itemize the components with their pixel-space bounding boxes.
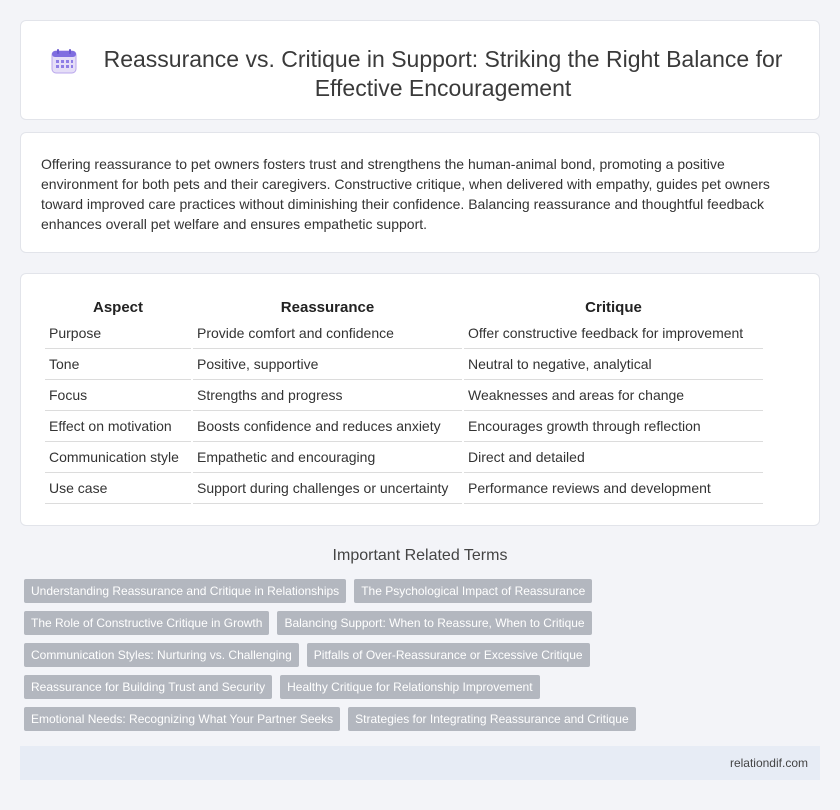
footer xyxy=(20,746,820,780)
related-term-tag[interactable]: Reassurance for Building Trust and Security xyxy=(24,675,272,699)
cell-reassurance: Provide comfort and confidence xyxy=(193,318,462,349)
footer-site-link[interactable]: relationdif.com xyxy=(729,756,808,770)
cell-aspect: Tone xyxy=(45,349,191,380)
intro-card xyxy=(20,132,820,253)
cell-aspect: Effect on motivation xyxy=(45,411,191,442)
related-terms-list xyxy=(24,579,814,739)
header-critique: Critique xyxy=(585,298,642,316)
page-title: Reassurance vs. Critique in Support: Striking the Right Balance for Effective Encouragement xyxy=(103,46,783,101)
calendar-icon xyxy=(51,48,77,74)
cell-aspect: Use case xyxy=(45,473,191,504)
related-term-tag[interactable]: Healthy Critique for Relationship Improvement xyxy=(280,675,539,699)
cell-aspect: Purpose xyxy=(45,318,191,349)
related-term-tag[interactable]: Strategies for Integrating Reassurance and Critique xyxy=(348,707,636,731)
cell-reassurance: Boosts confidence and reduces anxiety xyxy=(193,411,462,442)
comparison-table xyxy=(43,296,765,504)
related-term-tag[interactable]: The Psychological Impact of Reassurance xyxy=(354,579,592,603)
table-row xyxy=(45,473,763,504)
cell-reassurance: Support during challenges or uncertainty xyxy=(193,473,462,504)
comparison-table-card xyxy=(20,273,820,526)
table-header-row xyxy=(45,296,763,318)
table-row xyxy=(45,380,763,411)
related-term-tag[interactable]: Communication Styles: Nurturing vs. Challenging xyxy=(24,643,299,667)
table-row xyxy=(45,411,763,442)
cell-reassurance: Empathetic and encouraging xyxy=(193,442,462,473)
cell-aspect: Communication style xyxy=(45,442,191,473)
table-row xyxy=(45,349,763,380)
cell-critique: Neutral to negative, analytical xyxy=(464,349,763,380)
related-terms-heading: Important Related Terms xyxy=(332,547,508,564)
header-aspect: Aspect xyxy=(92,298,144,316)
cell-reassurance: Strengths and progress xyxy=(193,380,462,411)
header-card xyxy=(20,20,820,120)
cell-critique: Encourages growth through reflection xyxy=(464,411,763,442)
cell-aspect: Focus xyxy=(45,380,191,411)
cell-critique: Weaknesses and areas for change xyxy=(464,380,763,411)
intro-paragraph: Offering reassurance to pet owners fosters trust and strengthens the human-animal bond, promoting a positive environment for both pets and their caregivers. Constructive critique, when delivered with empathy, guides pet owners toward improved care practices without diminishing their confidence. Balancing reassurance and thoughtful feedback enhances overall pet welfare and ensures empathetic support. xyxy=(41,156,770,232)
related-term-tag[interactable]: The Role of Constructive Critique in Growth xyxy=(24,611,269,635)
cell-reassurance: Positive, supportive xyxy=(193,349,462,380)
table-row xyxy=(45,318,763,349)
related-term-tag[interactable]: Understanding Reassurance and Critique in Relationships xyxy=(24,579,346,603)
header-reassurance: Reassurance xyxy=(280,298,375,316)
related-term-tag[interactable]: Balancing Support: When to Reassure, When to Critique xyxy=(277,611,591,635)
related-term-tag[interactable]: Pitfalls of Over-Reassurance or Excessive Critique xyxy=(307,643,590,667)
cell-critique: Direct and detailed xyxy=(464,442,763,473)
cell-critique: Performance reviews and development xyxy=(464,473,763,504)
cell-critique: Offer constructive feedback for improvement xyxy=(464,318,763,349)
related-term-tag[interactable]: Emotional Needs: Recognizing What Your Partner Seeks xyxy=(24,707,340,731)
table-row xyxy=(45,442,763,473)
